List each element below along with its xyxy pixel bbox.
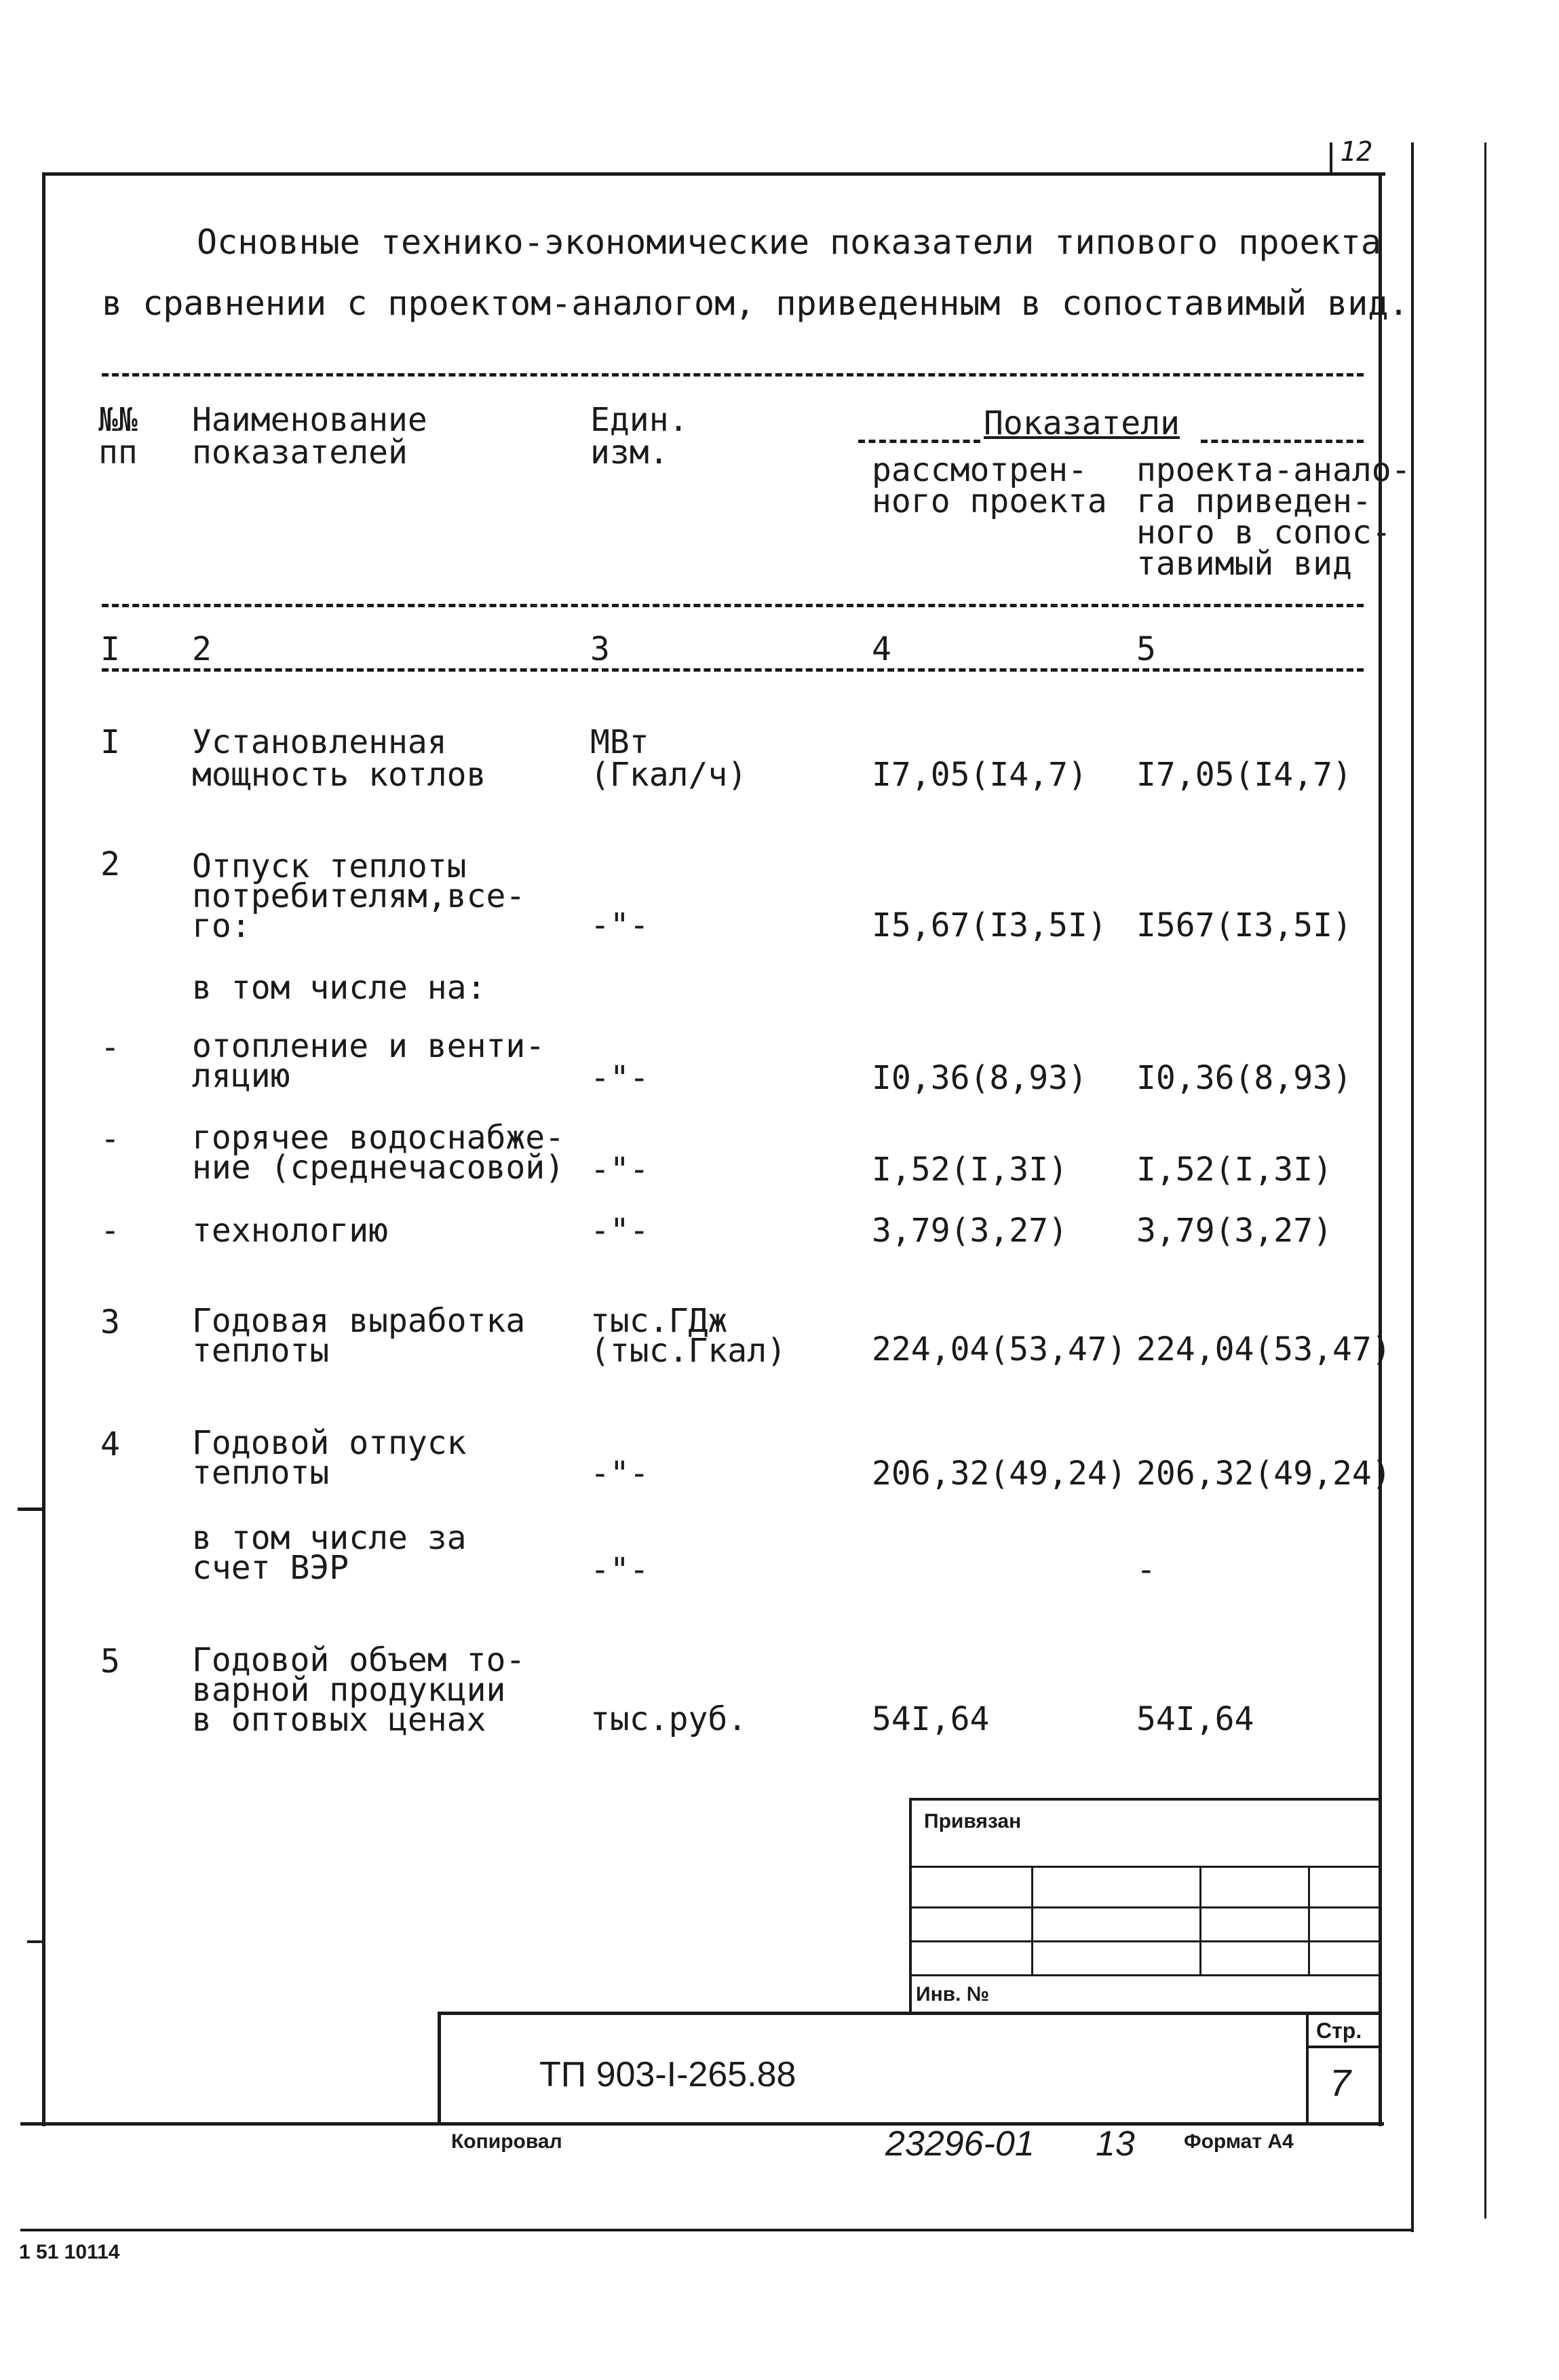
sheet-mark: 12 — [1340, 136, 1373, 168]
left-margin-tick-2 — [27, 1940, 45, 1943]
sub-header-including: в том числе на: — [192, 969, 486, 1007]
header-top-dashed-rule — [102, 373, 1364, 377]
row-4-number: 4 — [100, 1425, 120, 1463]
row-4-name — [192, 1424, 467, 1492]
row-2-value-project: I5,67(I3,5I) — [872, 906, 1107, 944]
row-hot-water-name-line-1: горячее водоснабже- — [192, 1119, 565, 1157]
row-3-unit — [590, 1302, 786, 1370]
row-heating-value-project: I0,36(8,93) — [872, 1059, 1088, 1097]
row-5-unit: тыс.руб. — [590, 1700, 748, 1738]
footer-order-number: 23296-01 — [885, 2124, 1035, 2164]
row-1-number: I — [100, 723, 120, 761]
document-code: ТП 903-I-265.88 — [539, 2055, 796, 2094]
row-2-number: 2 — [100, 845, 120, 883]
row-5-name — [192, 1641, 526, 1739]
indicators-left-dash — [858, 440, 980, 443]
header-col5-line-1: проекта-анало- — [1136, 451, 1411, 489]
row-2-name-line-1: Отпуск теплоты — [192, 847, 467, 885]
header-col4-line-2: ного проекта — [872, 482, 1107, 520]
far-right-margin-line — [1484, 142, 1486, 2219]
row-2-value-analog: I567(I3,5I) — [1136, 906, 1352, 944]
column-number-5: 5 — [1136, 630, 1156, 668]
row-heating-value-analog: I0,36(8,93) — [1136, 1059, 1352, 1097]
row-5-name-line-1: Годовой объем то- — [192, 1641, 526, 1679]
column-numbers-dashed-rule — [102, 668, 1364, 672]
header-number-line-1: №№ — [98, 401, 138, 439]
row-hot-water-name — [192, 1119, 565, 1187]
row-4-value-analog: 206,32(49,24) — [1136, 1455, 1391, 1493]
stamp-row-line-4 — [909, 1974, 1382, 1976]
row-3-value-analog: 224,04(53,47) — [1136, 1330, 1391, 1368]
stamp-top-line — [909, 1798, 1382, 1801]
header-unit-line-1: Един. — [590, 401, 689, 439]
row-4-ver-name-line-2: счет ВЭР — [192, 1549, 349, 1587]
row-hot-water-name-line-2: ние (среднечасовой) — [192, 1149, 565, 1187]
column-number-2: 2 — [192, 630, 212, 668]
row-5-name-line-2: варной продукции — [192, 1671, 506, 1709]
row-2-name-line-2: потребителям,все- — [192, 877, 526, 915]
row-5-name-line-3: в оптовых ценах — [192, 1701, 486, 1739]
row-technology-unit: -"- — [590, 1212, 649, 1250]
header-name-column — [192, 401, 427, 472]
row-3-name-line-2: теплоты — [192, 1332, 330, 1370]
frame-top-line — [42, 172, 1385, 176]
row-hot-water-value-project: I,52(I,3I) — [872, 1151, 1068, 1189]
column-number-3: 3 — [590, 630, 610, 668]
stamp-row-line-1 — [909, 1866, 1382, 1868]
row-3-name-line-1: Годовая выработка — [192, 1302, 526, 1340]
footer-print-code: 1 51 10114 — [19, 2241, 120, 2263]
row-4-unit: -"- — [590, 1455, 649, 1493]
stamp-inventory-number: Инв. № — [916, 1983, 990, 2005]
document-title-line-1: Основные технико-экономические показатели типового проекта — [197, 223, 1381, 262]
row-1-name — [192, 723, 486, 794]
frame-bottom-line — [20, 2122, 1384, 2126]
header-col4 — [872, 451, 1107, 520]
title-block-top-line — [438, 2012, 1382, 2015]
row-1-unit-line-2: (Гкал/ч) — [590, 756, 748, 794]
row-1-unit — [590, 723, 748, 794]
row-heating-name-line-2: ляцию — [192, 1057, 290, 1095]
row-technology-value-analog: 3,79(3,27) — [1136, 1212, 1332, 1250]
indicators-right-dash — [1201, 440, 1364, 443]
row-hot-water-unit: -"- — [590, 1151, 649, 1189]
row-2-name-line-3: го: — [192, 907, 251, 945]
outer-right-line — [1411, 142, 1414, 2232]
sheet-mark-tick — [1330, 142, 1332, 172]
row-hot-water-bullet: - — [100, 1120, 120, 1158]
row-5-value-analog: 54I,64 — [1136, 1700, 1254, 1738]
footer-sheet-number: 13 — [1096, 2124, 1135, 2164]
header-name-line-2: показателей — [192, 434, 408, 472]
row-1-name-line-2: мощность котлов — [192, 756, 486, 794]
row-4-name-line-2: теплоты — [192, 1454, 330, 1492]
header-col5 — [1136, 451, 1411, 583]
row-technology-value-project: 3,79(3,27) — [872, 1212, 1068, 1250]
header-col4-line-1: рассмотрен- — [872, 451, 1088, 489]
row-2-name — [192, 847, 526, 945]
row-1-value-project: I7,05(I4,7) — [872, 756, 1088, 794]
header-indicators: Показатели — [984, 404, 1180, 442]
stamp-col-line-3 — [1308, 1866, 1310, 1974]
row-4-ver-name — [192, 1519, 467, 1587]
stamp-privyazan: Привязан — [924, 1810, 1022, 1832]
outer-bottom-line — [20, 2229, 1414, 2231]
header-number-line-2: пп — [98, 434, 138, 472]
row-4-ver-name-line-1: в том числе за — [192, 1519, 467, 1557]
row-heating-unit: -"- — [590, 1059, 649, 1097]
row-technology-name: технологию — [192, 1212, 388, 1250]
row-4-ver-unit: -"- — [590, 1551, 649, 1589]
header-unit-column — [590, 401, 689, 472]
stamp-col-line-1 — [1031, 1866, 1033, 1974]
header-unit-line-2: изм. — [590, 434, 669, 472]
row-1-name-line-1: Установленная — [192, 723, 447, 761]
row-technology-bullet: - — [100, 1212, 120, 1250]
row-3-value-project: 224,04(53,47) — [872, 1330, 1127, 1368]
header-col5-line-4: тавимый вид — [1136, 545, 1352, 583]
header-col5-line-3: ного в сопос- — [1136, 514, 1391, 552]
row-hot-water-value-analog: I,52(I,3I) — [1136, 1151, 1332, 1189]
left-margin-tick-1 — [18, 1508, 45, 1511]
row-heating-name — [192, 1027, 545, 1095]
stamp-row-line-2 — [909, 1906, 1382, 1908]
page-label: Стр. — [1316, 2018, 1362, 2043]
header-bottom-dashed-rule — [102, 604, 1364, 607]
title-block-left-line — [438, 2012, 441, 2124]
page-box-divider-line — [1306, 2046, 1382, 2048]
document-title-line-2: в сравнении с проектом-аналогом, приведенным в сопоставимый вид. — [102, 284, 1409, 323]
row-3-number: 3 — [100, 1303, 120, 1341]
column-number-1: I — [100, 630, 120, 668]
header-col5-line-2: га приведен- — [1136, 482, 1372, 520]
row-heating-name-line-1: отопление и венти- — [192, 1027, 545, 1065]
row-5-number: 5 — [100, 1643, 120, 1681]
row-3-name — [192, 1302, 526, 1370]
footer-format: Формат А4 — [1184, 2130, 1294, 2153]
row-1-value-analog: I7,05(I4,7) — [1136, 756, 1352, 794]
row-2-unit: -"- — [590, 906, 649, 944]
column-number-4: 4 — [872, 630, 891, 668]
page-box-left-line — [1306, 2012, 1309, 2124]
row-5-value-project: 54I,64 — [872, 1700, 990, 1738]
row-1-unit-line-1: МВт — [590, 723, 649, 761]
page-number: 7 — [1330, 2061, 1351, 2104]
row-3-unit-line-1: тыс.ГДж — [590, 1302, 728, 1340]
row-4-value-project: 206,32(49,24) — [872, 1455, 1127, 1493]
header-name-line-1: Наименование — [192, 401, 427, 439]
row-heating-bullet: - — [100, 1029, 120, 1067]
row-4-name-line-1: Годовой отпуск — [192, 1424, 467, 1462]
frame-left-line — [42, 172, 45, 2126]
stamp-col-line-2 — [1199, 1866, 1201, 1974]
header-number-column — [98, 401, 138, 472]
row-4-ver-value-analog: - — [1136, 1551, 1156, 1589]
footer-copied: Копировал — [451, 2130, 562, 2153]
row-3-unit-line-2: (тыс.Гкал) — [590, 1332, 786, 1370]
stamp-row-line-3 — [909, 1940, 1382, 1942]
